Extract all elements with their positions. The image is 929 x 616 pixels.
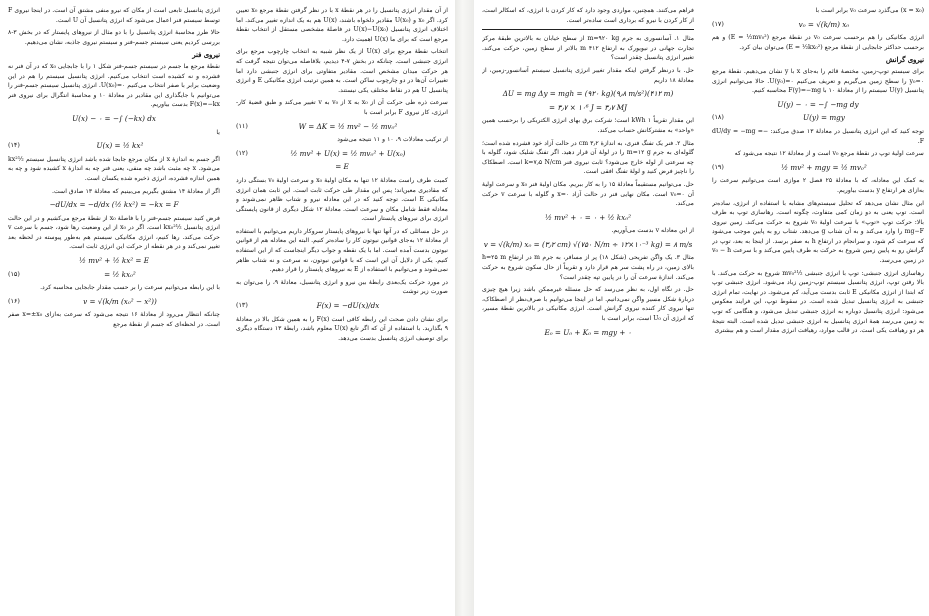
equation [712, 20, 924, 30]
paragraph: برای سیستم توپ-زمین، مختصهٔ قائم را به‌جای x با y نشان می‌دهیم. نقطهٔ مرجع y₀=۰ را سطح زمین می‌گیریم و تعریف می‌کنیم U(y₀)=۰. حالا می‌توانیم انرژی پتانسیل U(y) سیستم را از معادلهٔ ۱۰ با F(y)=−mg محاسبه کنیم. [712, 67, 924, 95]
equation [236, 301, 448, 311]
equation [8, 256, 220, 266]
equation-expression: ½ mv² + U(x) = ½ mv₀² + U(x₀) [290, 148, 406, 158]
paragraph: اگر جسم به اندازهٔ x از مکان مرجع جابجا شده باشد انرژی پتانسیل سیستم ½kx² می‌شود. x چه مثبت باشد چه منفی، یعنی فنر چه به اندازهٔ x کشیده شود و چه به همین اندازه فشرده، انرژی ذخیره شده یکسان است. [8, 155, 220, 182]
equation [8, 270, 220, 280]
equation-number: (۱۴) [8, 141, 20, 150]
equation [236, 149, 448, 159]
paragraph: چنانکه انتظار می‌رود از معادلهٔ ۱۶ نتیجه می‌شود که سرعت به‌ازای x=±x₀ صفر است. در لحظه‌ای که جسم از نقطهٔ مرجع [8, 311, 220, 329]
equation [712, 163, 924, 173]
equation-number: (۱۹) [712, 162, 724, 171]
equation [482, 240, 694, 250]
equation-number: (۱۵) [8, 269, 20, 278]
equation-number: (۱۶) [8, 296, 20, 305]
equation-expression: ½ mv² + mgy = ½ mv₀² [781, 162, 867, 172]
paragraph: توجه کنید که این انرژی پتانسیل در معادلهٔ ۱۳ صدق می‌کند: −dU/dy = −mg = F. [712, 127, 924, 145]
equation-expression: = E [335, 162, 349, 172]
equation-expression: F(x) = −dU(x)/dx [316, 301, 380, 311]
section-heading: نیروی گرانش [885, 56, 924, 65]
paragraph: از ترکیب معادلات ۹، ۱۰ و ۱۱ نتیجه می‌شود [337, 136, 448, 144]
paragraph: به کمک این معادله، که با معادلهٔ ۲۵ فصل ۲ موازی است می‌توانیم سرعت را به‌ازای هر ارتفاع y بدست بیاوریم. [712, 177, 924, 194]
paragraph: در مورد حرکت یک‌بعدی رابطهٔ بین نیرو و انرژی پتانسیل، معادلهٔ ۹، را می‌توان به صورت زیر نوشت [236, 278, 448, 296]
paragraph: از این معادله v بدست می‌آوریم. [611, 227, 694, 235]
left-page-column-right [236, 6, 448, 612]
equation-expression: ΔU = mg Δy = mgh = (۹۲۰ kg)(۹٫۸ m/s²)(۴۱۲ m) [502, 89, 674, 99]
paragraph: حل. با درنظر گرفتن اینکه مقدار تغییر انرژی پتانسیل سیستم آسانسور-زمین، از معادلهٔ ۱۸ داریم [482, 66, 694, 84]
equation-expression: = ۳٫۷ × ۱۰⁶ J = ۳٫۷ MJ [549, 102, 627, 112]
paragraph: رهاسازی انرژی جنبشی: توپ با انرژی جنبشی ½mv₀² شروع به حرکت می‌کند. با بالا رفتن توپ، انرژی پتانسیل سیستم توپ-زمین زیاد می‌شود. انرژی جنبشی توپ که ابتدا از انرژی مکانیکی E ثابت بدست می‌آید، کم می‌شود. در نهایت، تمام انرژی جنبشی به انرژی پتانسیل تبدیل شده است. در سقوط توپ، این فرایند معکوس می‌شود: انرژی پتانسیل دوباره به انرژی جنبشی تبدیل می‌شود، و هنگامی که توپ به زمین می‌رسد همهٔ انرژی پتانسیل به انرژی جنبشی تبدیل شده است. البته نتیجهٔ هر دو رهیافت یکی است. در قالب موارد، رهیافت انرژی مقدار است و هم بیشتری [712, 269, 924, 335]
equation-expression: U(y) − ۰ = −∫ −mg dy [777, 99, 859, 109]
left-page-column-left [8, 6, 220, 612]
equation [8, 297, 220, 307]
equation-expression: E₀ = U₀ + K₀ = mgy + ۰ [544, 327, 632, 337]
paragraph: سرعت اولیهٔ توپ در نقطهٔ مرجع v₀ است و از معادلهٔ ۱۲ نتیجه می‌شود که [734, 150, 924, 158]
paragraph: فراهم می‌کنند. همچنین، مواردی وجود دارد که کار کردن با انرژی، که اسکالر است، از کار کردن با نیرو که برداری است ساده‌تر است. [482, 7, 694, 24]
equation-number: (۱۳) [236, 301, 248, 310]
paragraph: حل. در نگاه اول، به نظر می‌رسد که حل مسئله غیرممکن باشد زیرا هیچ چیزی دربارهٔ شکل مسیر واگن نمی‌دانیم. اما در اینجا می‌توانیم با صرف‌نظر از اصطکاک، تنها نیروی کار کننده نیروی گرانش است. انرژی مکانیکی در بالاترین نقطهٔ مسیر، که انرژی آن U₀ است، برابر است با [482, 286, 694, 323]
paragraph: در حل مسائلی که در آنها تنها با نیروهای پایستار سروکار داریم می‌توانیم با استفاده از معادلهٔ ۱۲ به‌جای قوانین نیوتون کار را ساده‌تر کنیم. البته این معادله هم از قوانین نیوتون بدست آمده است. اما با یک نقطه و جواب دیگر اینجاست که از این استفاده کنیم. یکی از دلایل آن این است که با قوانین نیوتون، نه سرعت و نه شتاب ظاهر نمی‌شوند و می‌توانیم با استفاده از E به نیروهای پایستار را قرار دهیم. [236, 227, 448, 274]
paragraph: از آن مقدار انرژی پتانسیل را در هر نقطهٔ x با در نظر گرفتن نقطهٔ مرجع x₀ تعیین کرد. اگر x₀ و U(x₀) مقادیر دلخواه باشند، U(x) هم به یک اندازه تغییر می‌کند. اما اختلاف انرژی پتانسیل U(x)−U(x₀) در فاصلهٔ مشخصی مستقل از انتخاب نقطهٔ مرجع است که برای ما U(x) اهمیت دارد. [236, 7, 448, 43]
equation [482, 328, 694, 338]
section-heading: نیروی فنر [192, 51, 220, 60]
paragraph: این مثال نشان می‌دهد که تحلیل سیستم‌های مشابه با استفاده از انرژی، ساده‌تر است. توپ یعنی به دو زمان کمی متفاوت، چگونه است. رهاسازی توپ به طرف بالا: حرکت توپ «توپ» با سرعت اولیهٔ v₀ شروع به حرکت می‌کند. زمین نیروی mg−F را وارد می‌کند و به آن شتاب g می‌دهد. شتاب رو به پایین موجب می‌شود که سرعت کم شود، و سرانجام در ارتفاع h به صفر برسد. از اینجا به بعد، توپ در گرانش رو به پایین زمین شروع به حرکت به طرف پایین می‌کند و با سرعت v₀ − h در زمین می‌رسد. [712, 199, 924, 265]
equation [482, 89, 694, 99]
equation [8, 114, 220, 124]
equation-expression: v = √(k/m) x₀ = (۳٫۲ cm) √(۷۵۰ N/m ÷ ۱۲×۱۰⁻³ kg) = ۸ m/s [483, 239, 693, 249]
paragraph: انرژی پتانسیل تابعی است از مکان که نیرو منفی مشتق آن است. در اینجا نیروی F توسط سیستم فنر اعمال می‌شود که انرژی پتانسیل آن U است. [8, 7, 220, 24]
equation-expression: U(x) − ۰ = −∫ (−kx) dx [72, 113, 156, 123]
equation-expression: ½ mv² + ۰ = ۰ + ½ kx₀² [545, 212, 631, 222]
paragraph: فرض کنید سیستم جسم-فنر را با فاصلهٔ x₀ از نقطهٔ مرجع می‌کشیم و در این حالت انرژی پتانسیل ½kx₀² است. اگر در x₀ از این وضعیت رها شود، جسم با سرعت v حرکت می‌کند. رها کنیم، انرژی مکانیکی سیستم هم به‌طور پیوسته در لحظه بعد تغییر نمی‌کند و در هر نقطه از حرکت این انرژی ثابت است. [8, 214, 220, 251]
equation-expression: v = √(k/m (x₀² − x²)) [83, 296, 157, 306]
equation [8, 141, 220, 151]
equation-expression: ½ mv² + ½ kx² = E [79, 256, 149, 266]
paragraph: انتخاب نقطهٔ مرجع برای U(x) از یک نظر شبیه به انتخاب چارچوب مرجع برای انرژی جنبشی است. چنانکه در بخش ۷-۴ دیدیم، بلافاصله می‌توان نتیجه گرفت که هر حرکت میدان مشخص است. مقادیر متفاوتی برای انرژی جنبشی دارد اما تغییرات آن‌ها در دو چارچوب ساکن است. به همین ترتیب انرژی مکانیکی E و انرژی پتانسیل U هم در نقاط مختلف یکی نیستند. [236, 48, 448, 94]
equation-number: (۱۷) [712, 19, 724, 28]
paragraph: مثال ۳. یک واگن تفریحی (شکل ۱۸) پر از مسافر، به جرم m در ارتفاع h=۲۵ m بالای زمین، در راه پشت سر هم قرار دارد و تقریباً از حال سکون شروع به حرکت می‌کند. اندازهٔ سرعت آن را در پایین تپه چقدر است؟ [482, 254, 694, 281]
equation-expression: U(y) = mgy [803, 113, 845, 123]
equation [8, 200, 220, 210]
equation-expression: v₀ = √(k/m) x₀ [798, 19, 850, 29]
equation-number: (۱۱) [236, 121, 248, 130]
equation [236, 122, 448, 132]
equation-expression: W = ΔK = ½ mv² − ½ mv₀² [298, 121, 398, 131]
paragraph: حل. می‌توانیم مستقیماً معادلهٔ ۱۵ را به کار ببریم. مکان اولیهٔ فنر x₀ و سرعت اولیهٔ آن v₀=۰ است. مکان نهایی فنر در حالت آزاد x=۰ و گلوله با سرعت v حرکت می‌کند. [482, 180, 694, 208]
paragraph: با این رابطه می‌توانیم سرعت را بر حسب مقدار جابجایی محاسبه کرد. [40, 284, 220, 292]
section-divider [482, 29, 694, 30]
paragraph: انرژی مکانیکی را هم برحسب سرعت v₀ در نقطهٔ مرجع (E = ½mv₀²) و هم برحسب حداکثر جابجایی از نقطهٔ مرجع (E = ½kx₀²) می‌توان بیان کرد. [712, 34, 924, 51]
paragraph: حالا طرز محاسبهٔ انرژی پتانسیل را با دو مثال از نیروهای پایستار که در بخش ۳-۸ بررسی کردیم یعنی سیستم جسم-فنر و سیستم نیروی جاذبه، نشان می‌دهیم. [8, 29, 220, 46]
equation [712, 100, 924, 110]
equation-expression: U(x) = ½ kx² [96, 141, 144, 151]
paragraph: کمیت طرف راست معادلهٔ ۱۲ تنها به مکان اولیهٔ x₀ و سرعت اولیهٔ v₀ بستگی دارد که مقادیری معین‌اند؛ پس این مقدار طی حرکت ثابت است. این ثابت همان انرژی مکانیکی E است. توجه کنید که در این معادله نیرو و شتاب ظاهر نمی‌شوند و معادله فقط شامل مکان و سرعت است. معادلهٔ ۱۲ شکل دیگری از قانون پایستگی انرژی برای نیروهای پایستار است. [236, 176, 448, 223]
equation [236, 162, 448, 172]
left-page [0, 0, 455, 616]
right-page-column-left [482, 6, 694, 612]
equation-number: (۱۸) [712, 113, 724, 122]
paragraph: اگر از معادلهٔ ۱۴ مشتق بگیریم می‌بینیم که معادلهٔ ۱۳ صادق است. [52, 187, 220, 195]
equation-number: (۱۲) [236, 148, 248, 157]
paragraph: نقطهٔ مرجع ما جسم در سیستم جسم-فنر شکل ۱ را با جابجایی x₀ که در آن فنر نه فشرده و نه کشیده است انتخاب می‌کنیم. انرژی پتانسیل سیستم را هم در این وضعیت برابر با صفر انتخاب می‌کنیم U(x₀)=۰. انرژی پتانسیل سیستم جسم-فنر را می‌توانیم با جایگذاری این مقادیر در معادلهٔ ۱۰ و محاسبهٔ انتگرال برای نیروی فنر F(x)=−kx بدست بیاوریم. [8, 62, 220, 109]
right-page [474, 0, 929, 616]
paragraph: مثال ۲. فنر یک تفنگ فنری، به اندازهٔ ۳٫۲ cm در حالت آزاد خود فشرده شده است؛ گلوله‌ای به جرم m=۱۲ g را در لولهٔ آن قرار دهید. اگر تفنگ شلیک شود، گلوله با چه سرعتی از لوله خارج می‌شود؟ ثابت نیروی فنر k=۷٫۵ N/cm است. اصطکاک را ناچیز فرض کنید و لولهٔ تفنگ افقی است. [482, 139, 694, 176]
equation [482, 103, 694, 113]
paragraph: سرعت ذره طی حرکت آن از x₀ به x از v₀ به v تغییر می‌کند و طبق قضیهٔ کار-انرژی، کار نیروی F برابر است با [236, 99, 448, 116]
book-gutter [455, 0, 474, 616]
paragraph: این مقدار تقریباً ۱ kWh است؛ شرکت برق بهای انرژی الکتریکی را برحسب همین «واحد» به مشترکانش حساب می‌کند. [482, 117, 694, 134]
paragraph: مثال ۱. آسانسوری به جرم m=۹۲۰ kg از سطح خیابان به بالاترین طبقهٔ مرکز تجارت جهانی در نیویورک به ارتفاع ۴۱۲ m بالاتر از سطح زمین، حرکت می‌کند. تغییر انرژی پتانسیل چقدر است؟ [482, 35, 694, 62]
equation [482, 213, 694, 223]
equation-expression: = ½ kx₀² [104, 269, 136, 279]
right-page-column-right [712, 6, 924, 612]
paragraph: یا [216, 128, 220, 136]
equation-expression: −dU/dx = −d/dx (½ kx²) = −kx = F [49, 200, 179, 210]
paragraph: برای نشان دادن صحت این رابطه کافی است F(x) را به همین شکل بالا در معادلهٔ ۹ بگذارید. با استفاده از آن که اگر تابع U(x) معلوم باشد، رابطهٔ ۱۳ دستگاه دیگری برای توصیف انرژی پتانسیل بدست می‌دهد. [236, 315, 448, 342]
equation [712, 113, 924, 123]
paragraph: (x = x₀) می‌گذرد سرعت v₀ برابر است با [815, 7, 924, 14]
